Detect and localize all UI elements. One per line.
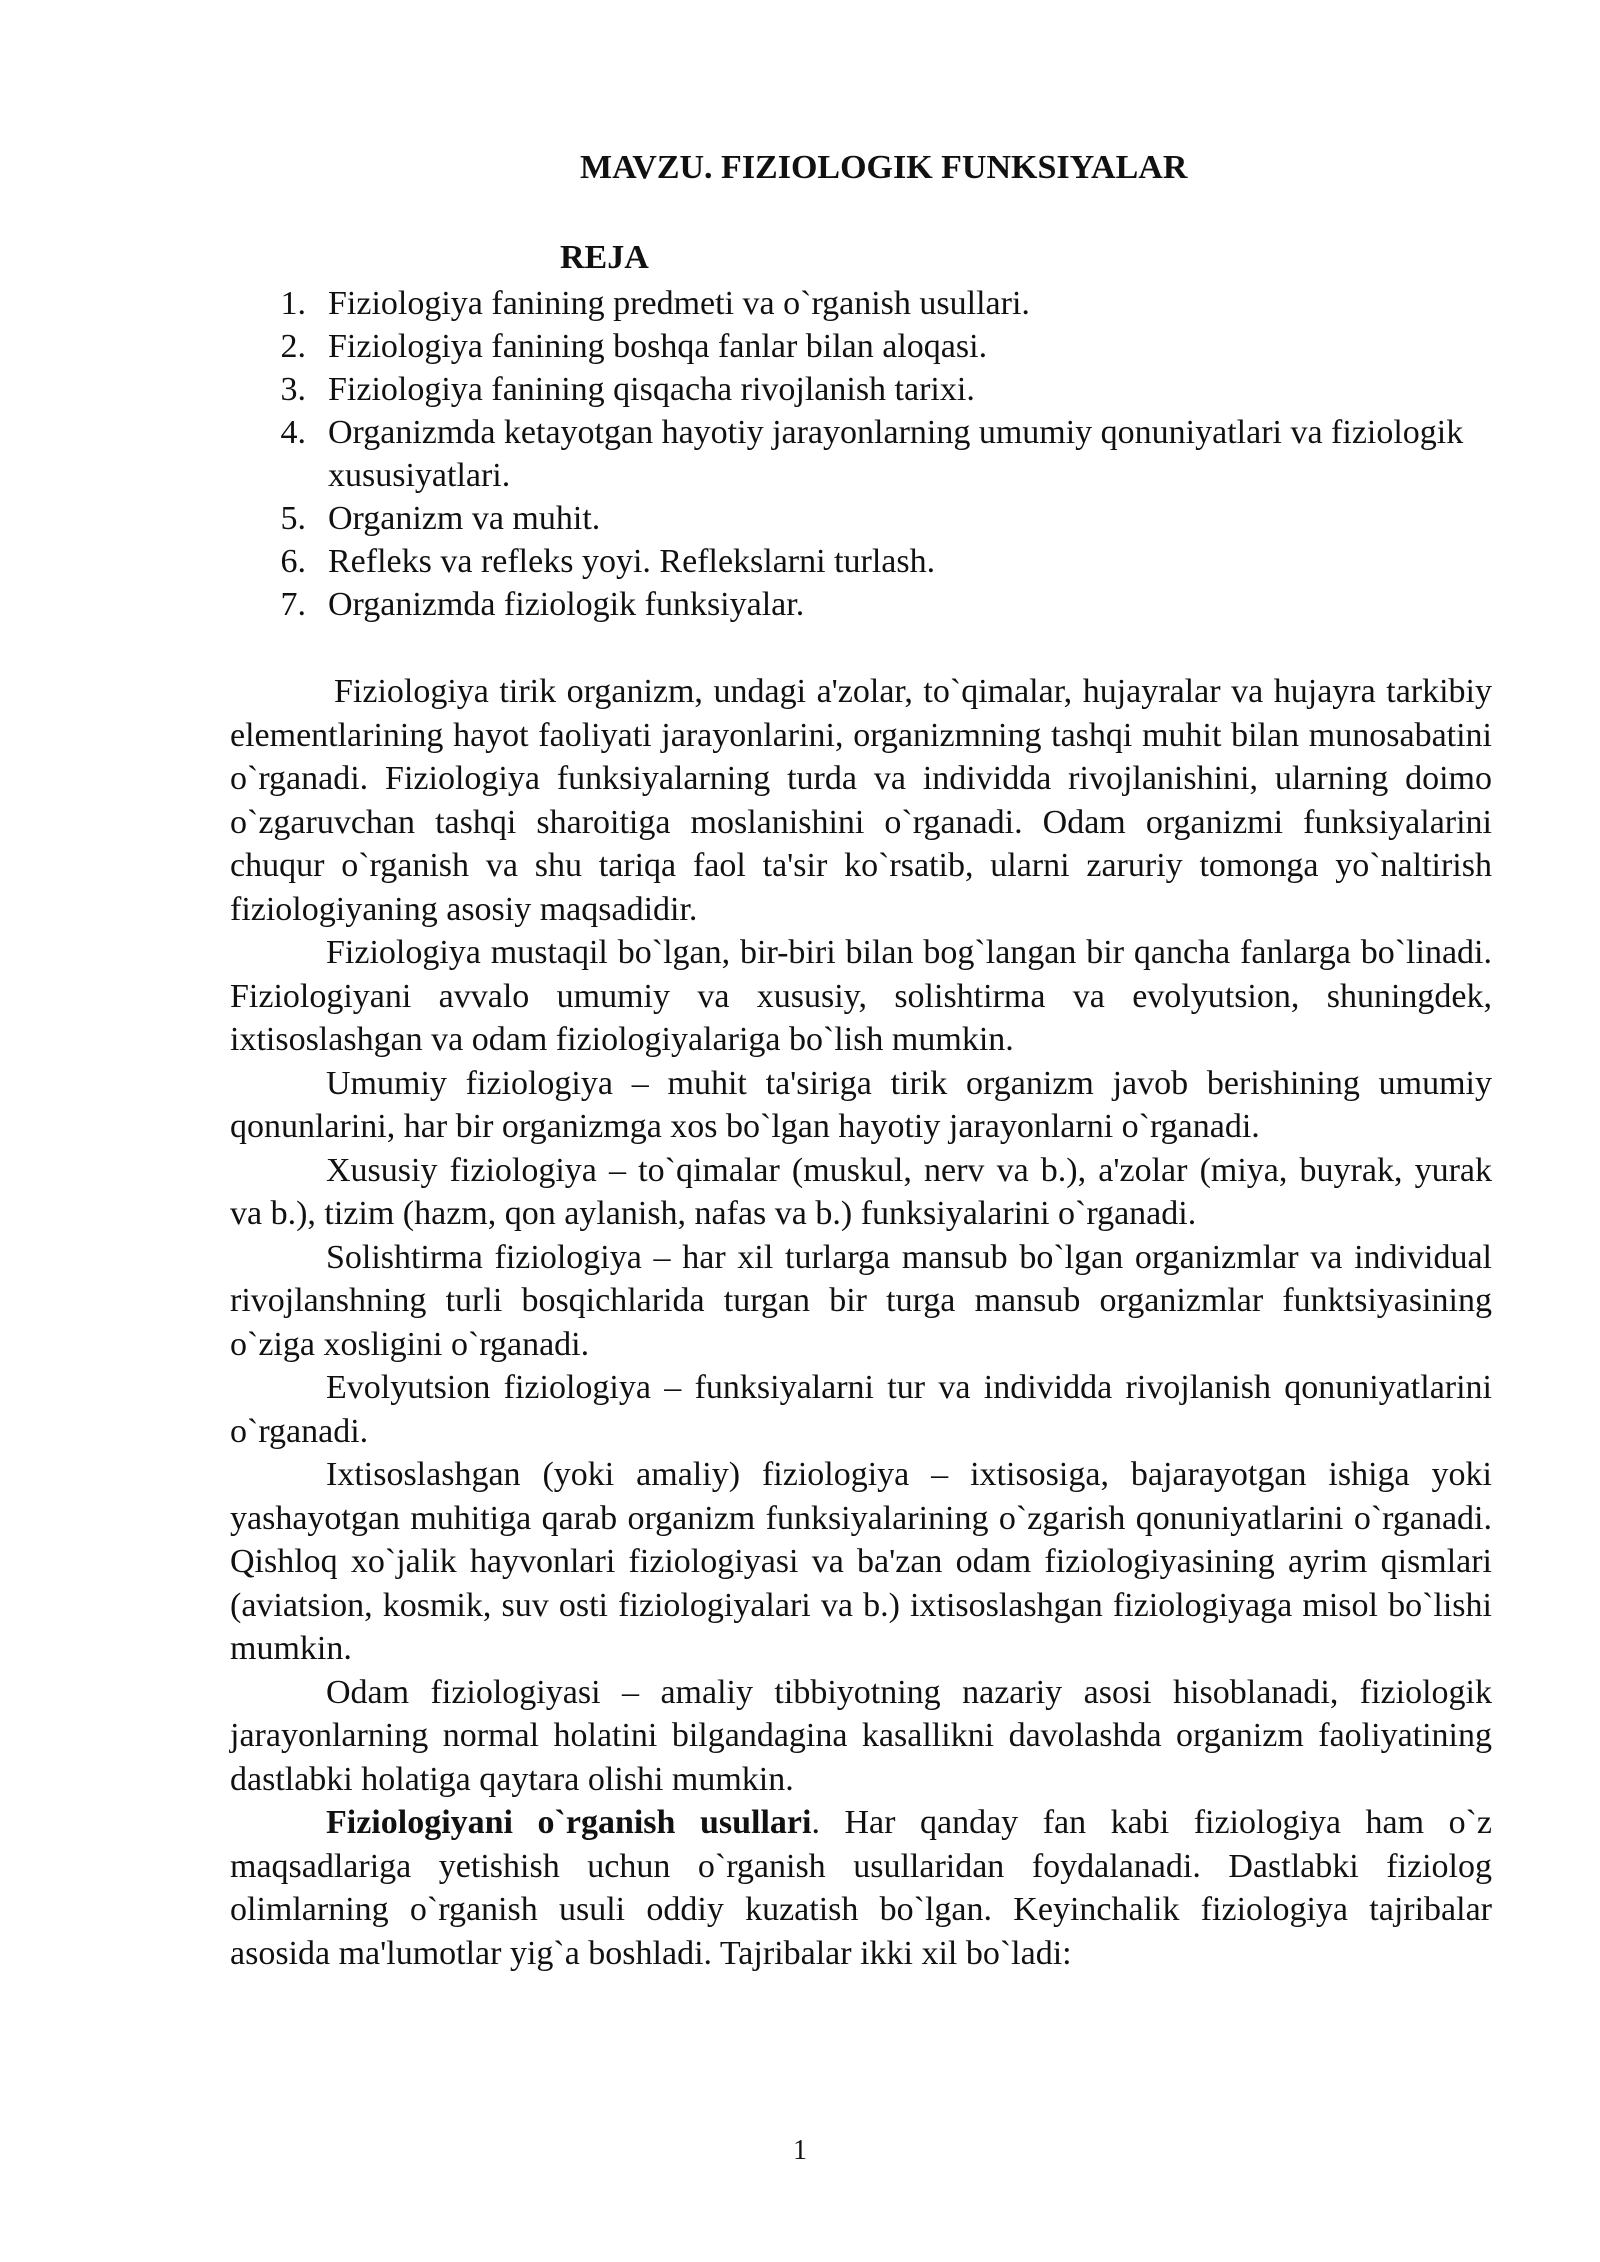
body-paragraph: Ixtisoslashgan (yoki amaliy) fiziologiya – ixtisosiga, bajarayotgan ishiga yoki yashayotgan muhitiga qarab organizm funksiyalarining o`zgarish qonuniyatlarini o`rganadi. Qishloq xo`jalik hayvonlari fiziologiyasi va ba'zan odam fiziologiyasining ayrim qismlari (aviatsion, kosmik, suv osti fiziologiyalari va b.) ixtisoslashgan fiziologiyaga misol bo`lishi mumkin.: [230, 1456, 1492, 1667]
page-number: 1: [793, 2135, 807, 2166]
plan-item-text: Organizmda ketayotgan hayotiy jarayonlarning umumiy qonuniyatlari va fiziologik xususiyatlari.: [328, 414, 1464, 494]
body-paragraph: Fiziologiya mustaqil bo`lgan, bir-biri bilan bog`langan bir qancha fanlarga bo`linadi. Fiziologiyani avvalo umumiy va xususiy, solishtirma va evolyutsion, shuningdek, ixtisoslashgan va odam fiziologiyalariga bo`lish mumkin.: [230, 934, 1492, 1058]
plan-item-number: 1.: [280, 285, 306, 322]
plan-item: [270, 583, 1490, 626]
document-title: MAVZU. FIZIOLOGIK FUNKSIYALAR: [580, 149, 1188, 186]
plan-item: [270, 411, 1490, 497]
plan-list: [270, 282, 1490, 626]
plan-item-text: Fiziologiya fanining qisqacha rivojlanish tarixi.: [328, 371, 975, 408]
plan-item-number: 3.: [280, 371, 306, 408]
body-text: [230, 670, 1492, 1975]
plan-item-number: 2.: [280, 328, 306, 365]
body-paragraph: Solishtirma fiziologiya – har xil turlarga mansub bo`lgan organizmlar va individual rivojlanshning turli bosqichlarida turgan bir turga mansub organizmlar funktsiyasining o`ziga xosligini o`rganadi.: [230, 1238, 1492, 1363]
plan-item: [270, 282, 1490, 325]
plan-item-text: Fiziologiya fanining predmeti va o`rganish usullari.: [328, 285, 1030, 322]
methods-paragraph: [230, 1801, 1492, 1975]
body-paragraph: Xususiy fiziologiya – to`qimalar (muskul, nerv va b.), a'zolar (miya, buyrak, yurak va b.), tizim (hazm, qon aylanish, nafas va b.) funksiyalarini o`rganadi.: [230, 1151, 1492, 1232]
plan-item: [270, 497, 1490, 540]
plan-item-text: Refleks va refleks yoyi. Reflekslarni turlash.: [328, 543, 936, 580]
plan-heading: REJA: [560, 239, 649, 276]
plan-item-text: Fiziologiya fanining boshqa fanlar bilan aloqasi.: [328, 328, 988, 365]
plan-item-text: Organizmda fiziologik funksiyalar.: [328, 586, 805, 623]
body-paragraph: Fiziologiya tirik organizm, undagi a'zolar, to`qimalar, hujayralar va hujayra tarkibiy elementlarining hayot faoliyati jarayonlarini, organizmning tashqi muhit bilan munosabatini o`rganadi. Fiziologiya funksiyalarning turda va individda rivojlanishini, ularning doimo o`zgaruvchan tashqi sharoitiga moslanishini o`rganadi. Odam organizmi funksiyalarini chuqur o`rganish va shu tariqa faol ta'sir ko`rsatib, ularni zaruriy tomonga yo`naltirish fiziologiyaning asosiy maqsadidir.: [230, 673, 1492, 928]
plan-item-number: 5.: [280, 500, 306, 537]
plan-item-number: 7.: [280, 586, 306, 623]
plan-item-text: Organizm va muhit.: [328, 500, 601, 537]
body-paragraph: Odam fiziologiyasi – amaliy tibbiyotning nazariy asosi hisoblanadi, fiziologik jarayonlarning normal holatini bilgandagina kasallikni davolashda organizm faoliyatining dastlabki holatiga qaytara olishi mumkin.: [230, 1673, 1492, 1798]
body-paragraph: Evolyutsion fiziologiya – funksiyalarni tur va individda rivojlanish qonuniyatlarini o`rganadi.: [230, 1369, 1492, 1450]
methods-heading: Fiziologiyani o`rganish usullari: [326, 1804, 812, 1841]
plan-item-number: 4.: [280, 414, 306, 451]
body-paragraph: Umumiy fiziologiya – muhit ta'siriga tirik organizm javob berishining umumiy qonunlarini, har bir organizmga xos bo`lgan hayotiy jarayonlarni o`rganadi.: [230, 1064, 1492, 1145]
plan-item: [270, 325, 1490, 368]
plan-item: [270, 540, 1490, 583]
plan-item: [270, 368, 1490, 411]
methods-text: . Har qanday fan kabi fiziologiya ham o`z maqsadlariga yetishish uchun o`rganish usullaridan foydalanadi. Dastlabki fiziolog olimlarning o`rganish usuli oddiy kuzatish bo`lgan. Keyinchalik fiziologiya tajribalar asosida ma'lumotlar yig`a boshladi. Tajribalar ikki xil bo`ladi:: [230, 1804, 1492, 1972]
plan-item-number: 6.: [280, 543, 306, 580]
